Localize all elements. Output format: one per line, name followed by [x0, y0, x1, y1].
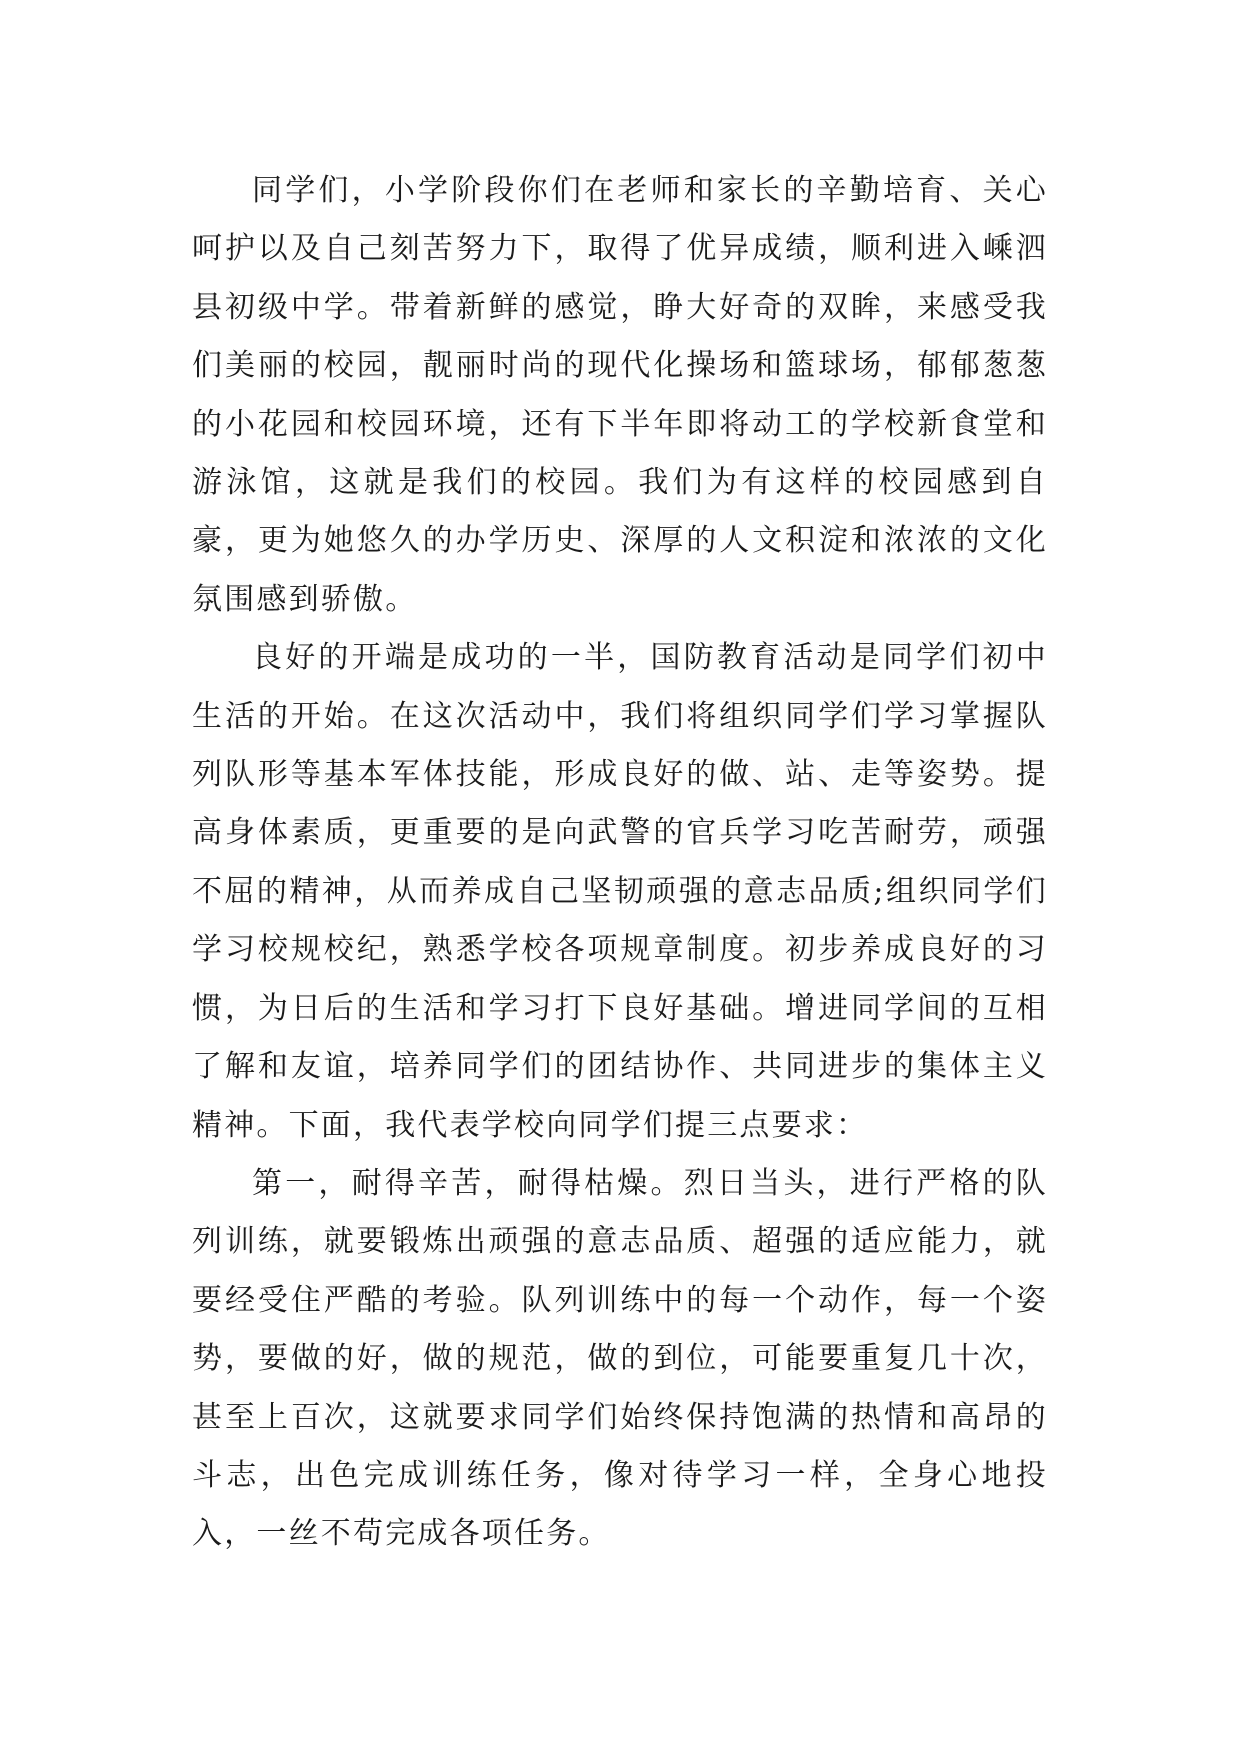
paragraph-welcome: 同学们，小学阶段你们在老师和家长的辛勤培育、关心呵护以及自己刻苦努力下，取得了优异成绩，顺利进入嵊泗县初级中学。带着新鲜的感觉，睁大好奇的双眸，来感受我们美丽的校园，靓丽时尚的现代化操场和篮球场，郁郁葱葱的小花园和校园环境，还有下半年即将动工的学校新食堂和游泳馆，这就是我们的校园。我们为有这样的校园感到自豪，更为她悠久的办学历史、深厚的人文积淀和浓浓的文化氛围感到骄傲。	[192, 173, 1048, 617]
paragraph-good-start: 良好的开端是成功的一半，国防教育活动是同学们初中生活的开始。在这次活动中，我们将组织同学们学习掌握队列队形等基本军体技能，形成良好的做、站、走等姿势。提高身体素质，更重要的是向武警的官兵学习吃苦耐劳，顽强不屈的精神，从而养成自己坚韧顽强的意志品质;组织同学们学习校规校纪，熟悉学校各项规章制度。初步养成良好的习惯，为日后的生活和学习打下良好基础。增进同学间的互相了解和友谊，培养同学们的团结协作、共同进步的集体主义精神。下面，我代表学校向同学们提三点要求：	[192, 640, 1048, 1143]
paragraph-first-requirement: 第一，耐得辛苦，耐得枯燥。烈日当头，进行严格的队列训练，就要锻炼出顽强的意志品质、超强的适应能力，就要经受住严酷的考验。队列训练中的每一个动作，每一个姿势，要做的好，做的规范，做的到位，可能要重复几十次，甚至上百次，这就要求同学们始终保持饱满的热情和高昂的斗志，出色完成训练任务，像对待学习一样，全身心地投入，一丝不苟完成各项任务。	[192, 1165, 1048, 1552]
document-body	[192, 162, 1048, 1564]
